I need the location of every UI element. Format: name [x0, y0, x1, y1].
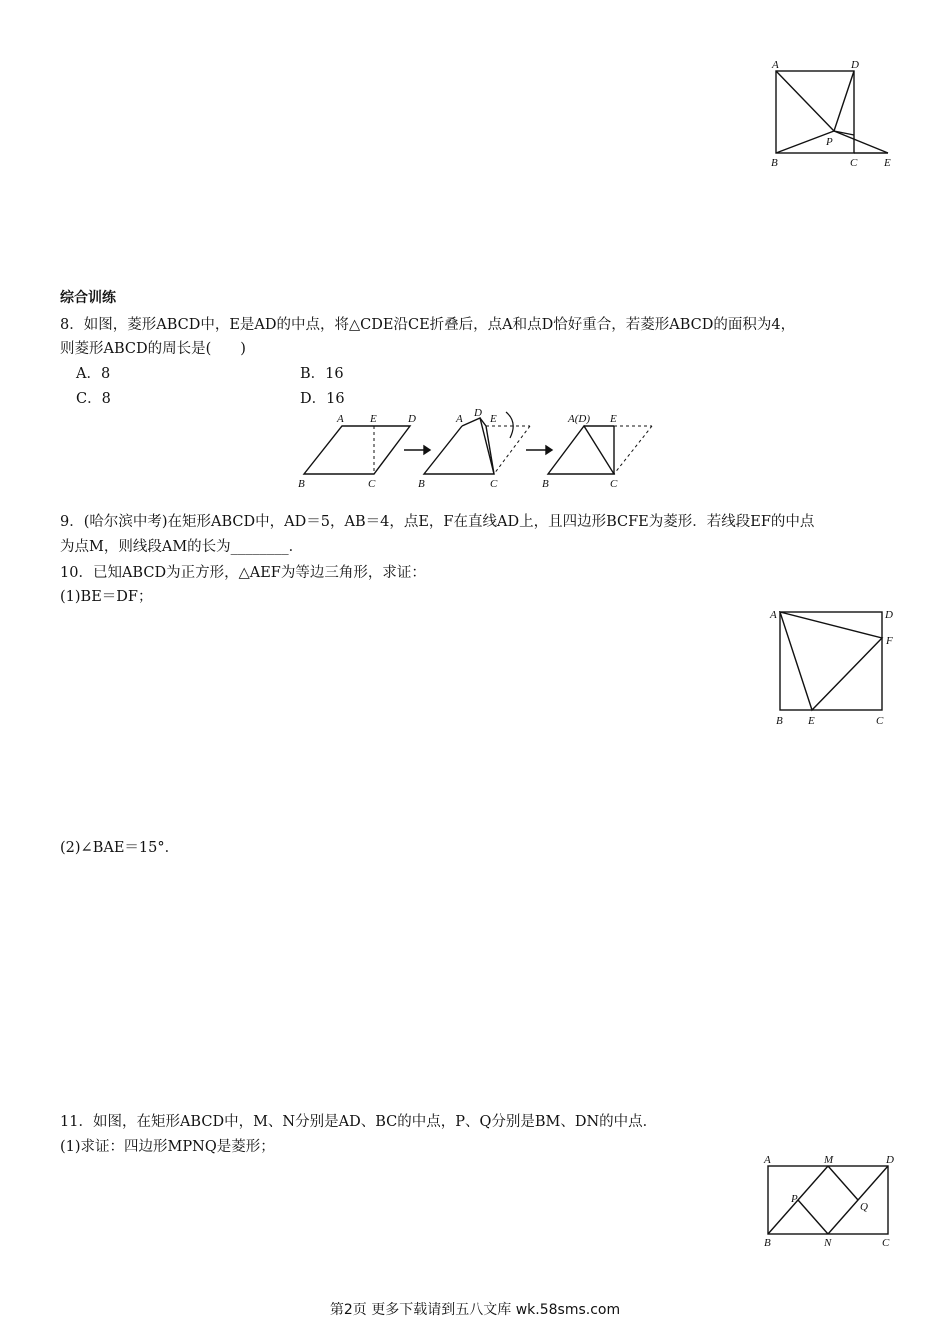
p3-label-e: E [610, 413, 617, 425]
arrow-1-head [424, 446, 430, 454]
p3-label-c: C [610, 478, 618, 490]
q8-option-a: A．8 [76, 366, 111, 382]
label-d: D [886, 1154, 894, 1166]
label-a: A [764, 1154, 771, 1166]
rhombus-abcd [304, 426, 410, 474]
label-n: N [824, 1237, 832, 1249]
segment-pe [834, 131, 888, 153]
label-c: C [876, 715, 884, 727]
p1-label-c: C [368, 478, 376, 490]
label-b: B [776, 715, 783, 727]
figure-square-abcd-pe [762, 55, 902, 170]
segment-dp [834, 71, 854, 131]
triangle-fold [548, 426, 614, 474]
fold-arrow-curve [506, 412, 513, 438]
label-d: D [851, 59, 859, 71]
page-footer: 第2页 更多下载请到五八文库 wk.58sms.com [329, 1302, 621, 1318]
fold-shape [424, 418, 494, 474]
q8-option-d: D．16 [300, 391, 345, 407]
label-d: D [885, 609, 893, 621]
p2-label-e: E [490, 413, 497, 425]
p2-label-b: B [418, 478, 425, 490]
arrow-2-head [546, 446, 552, 454]
label-a: A [770, 609, 777, 621]
segment-ap [776, 71, 834, 131]
triangle-aef [780, 612, 882, 710]
p3-label-ad: A(D) [568, 413, 590, 425]
p1-label-a: A [337, 413, 344, 425]
p1-label-d: D [408, 413, 416, 425]
label-c: C [850, 157, 858, 169]
label-c: C [882, 1237, 890, 1249]
label-b: B [764, 1237, 771, 1249]
label-e: E [808, 715, 815, 727]
label-e: E [884, 157, 891, 169]
q11-part1: (1)求证：四边形MPNQ是菱形； [60, 1139, 275, 1155]
section-title: 综合训练 [60, 290, 116, 306]
q10-stem: 10．已知ABCD为正方形，△AEF为等边三角形，求证： [60, 565, 426, 581]
q11-stem: 11．如图，在矩形ABCD中，M、N分别是AD、BC的中点，P、Q分别是BM、DN的中点． [60, 1114, 658, 1130]
label-p: P [826, 136, 833, 148]
p2-label-a: A [456, 413, 463, 425]
p3-label-b: B [542, 478, 549, 490]
figure-rhombus-fold-sequence [292, 408, 672, 490]
segment-pn [798, 1200, 828, 1234]
rectangle-abcd [768, 1166, 888, 1234]
p2-label-c: C [490, 478, 498, 490]
p2-label-d: D [474, 408, 482, 419]
p1-label-b: B [298, 478, 305, 490]
q8-option-c: C．8 [76, 391, 111, 407]
q8-line2: 则菱形ABCD的周长是( ) [60, 341, 246, 357]
figure-rectangle-mpnq [756, 1150, 906, 1250]
label-p: P [791, 1193, 798, 1205]
figure-square-equilateral-aef [764, 600, 904, 730]
q9-line2: 为点M，则线段AM的长为________． [60, 539, 304, 555]
q8-option-b: B．16 [300, 366, 344, 382]
q10-part1: (1)BE＝DF； [60, 589, 153, 605]
q10-part2: (2)∠BAE＝15°． [60, 840, 180, 856]
label-f: F [886, 635, 893, 647]
label-q: Q [860, 1201, 868, 1213]
segment-ec [486, 426, 494, 474]
segment-mq [828, 1166, 858, 1200]
label-b: B [771, 157, 778, 169]
q9-line1: 9．(哈尔滨中考)在矩形ABCD中，AD＝5，AB＝4，点E，F在直线AD上，且四边形BCFE为菱形．若线段EF的中点 [60, 514, 815, 530]
p1-label-e: E [370, 413, 377, 425]
q8-line1: 8．如图，菱形ABCD中，E是AD的中点，将△CDE沿CE折叠后，点A和点D恰好重合，若菱形ABCD的面积为4， [60, 317, 796, 333]
label-m: M [824, 1154, 834, 1166]
label-a: A [772, 59, 779, 71]
dashed-side-3 [614, 426, 652, 474]
